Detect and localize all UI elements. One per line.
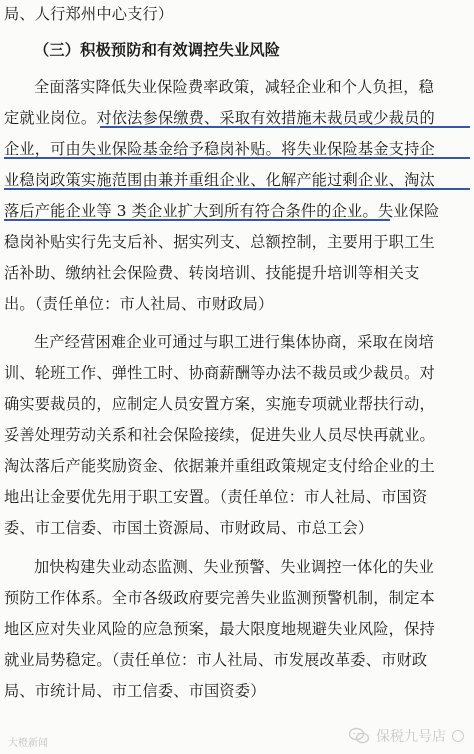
text-line: 出。（责任单位：市人社局、市财政局）: [4, 295, 274, 313]
text-line: 确实要裁员的，应制定人员安置方案，实施专项就业帮扶行动，: [4, 395, 435, 413]
text-line: 妥善处理劳动关系和社会保险接续，促进失业人员尽快再就业。: [4, 426, 435, 444]
section-heading: （三）积极预防和有效调控失业风险: [34, 41, 281, 59]
text-line: 地出让金要优先用于职工安置。（责任单位：市人社局、市国资: [4, 488, 428, 506]
highlight-underline: [4, 219, 390, 221]
text-line: 企业，可由失业保险基金给予稳岗补贴。将失业保险基金支持企: [4, 140, 435, 158]
text-line: 业稳岗政策实施范围由兼并重组企业、化解产能过剩企业、淘汰: [4, 171, 435, 189]
text-line: 局、人行郑州中心支行）: [4, 5, 174, 23]
text-line: 活补助、缴纳社会保险费、转岗培训、技能提升培训等相关支: [4, 264, 420, 282]
text-line: 委、市工信委、市国土资源局、市财政局、市总工会）: [4, 519, 374, 537]
text-line: 加快构建失业动态监测、失业预警、失业调控一体化的失业: [34, 558, 435, 576]
text-line: 定就业岗位。对依法参保缴费、采取有效措施未裁员或少裁员的: [4, 109, 435, 127]
wechat-icon: [348, 727, 370, 745]
text-line: 训、轮班工作、弹性工时、协商薪酬等办法不裁员或少裁员。对: [4, 364, 435, 382]
watermark-right: [348, 724, 464, 748]
highlight-underline: [100, 126, 470, 128]
text-line: 淘汰落后产能奖励资金、依据兼并重组政策规定支付给企业的土: [4, 457, 435, 475]
highlight-underline: [4, 157, 470, 159]
text-line: 稳岗补贴实行先支后补、据实列支、总额控制，主要用于职工生: [4, 233, 435, 251]
text-line: 落后产能企业等 3 类企业扩大到所有符合条件的企业。失业保险: [4, 202, 440, 220]
text-line: 生产经营困难企业可通过与职工进行集体协商，采取在岗培: [34, 333, 435, 351]
text-line: 地区应对失业风险的应急预案，最大限度地规避失业风险，保持: [4, 620, 435, 638]
watermark-right-label: 保税九号店: [376, 729, 446, 745]
watermark-left-label: 大橙新闻: [8, 738, 48, 749]
text-line: 全面落实降低失业保险费率政策，减轻企业和个人负担，稳: [34, 78, 435, 96]
text-line: 预防工作体系。全市各级政府要完善失业监测预警机制，制定本: [4, 589, 435, 607]
text-line: 局、市统计局、市工信委、市国资委）: [4, 682, 266, 700]
circle-icon: [452, 730, 464, 742]
highlight-underline: [4, 188, 470, 190]
watermark-left: [8, 734, 48, 749]
text-line: 就业局势稳定。（责任单位：市人社局、市发展改革委、市财政: [4, 651, 428, 669]
